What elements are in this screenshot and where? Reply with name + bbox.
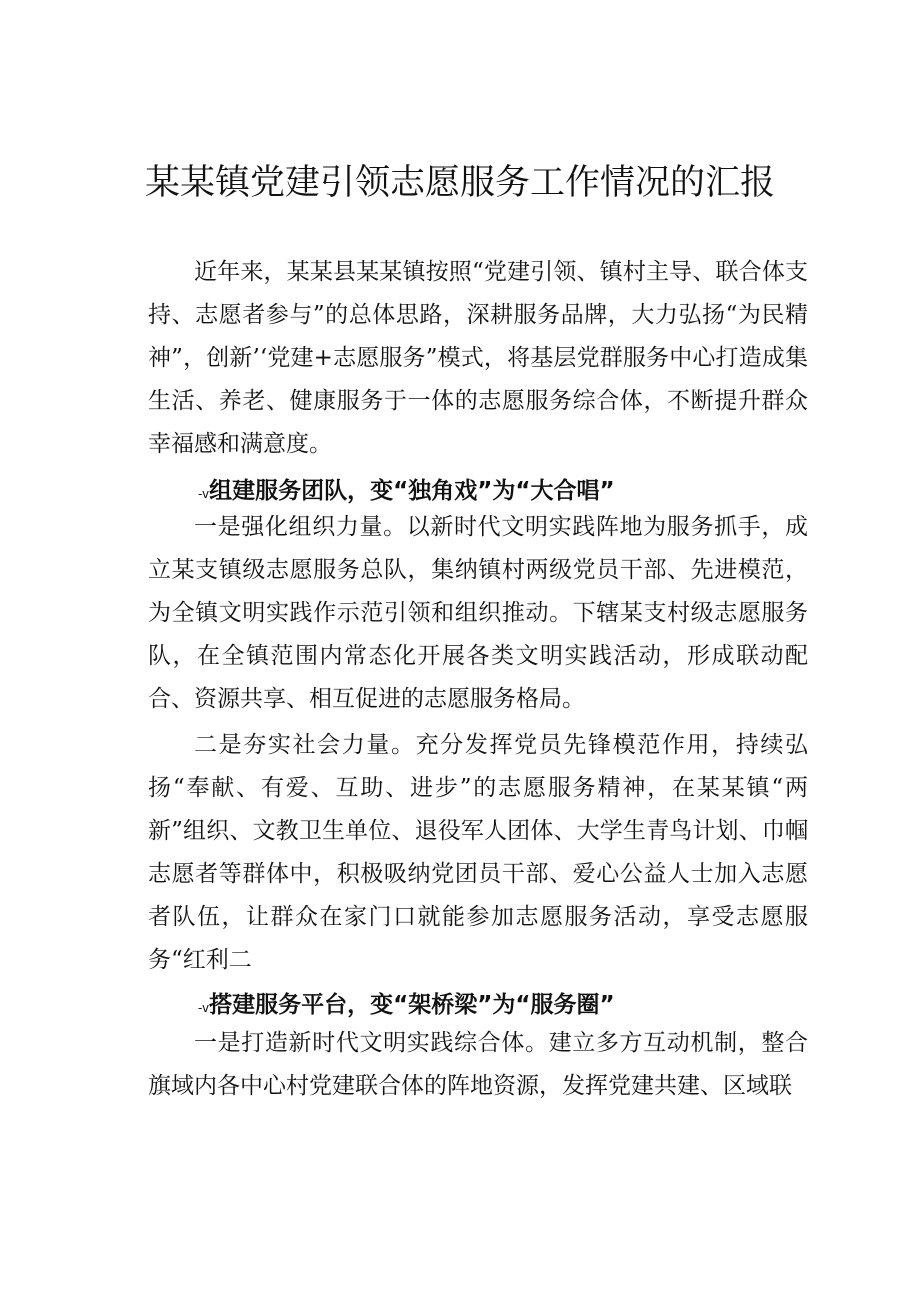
section-2-marker: -v [198,1001,210,1015]
document-title: 某某镇党建引领志愿服务工作情况的汇报 [144,163,775,203]
section-1-para-2-block [148,724,808,982]
section-2-heading-text: 搭建服务平台，变“架桥梁”为“服务圈” [209,992,615,1018]
section-1-paragraph-2: 二是夯实社会力量。充分发挥党员先锋模范作用，持续弘扬“奉献、有爱、互助、进步”的志愿服务精神，在某某镇“两新”组织、文教卫生单位、退役军人团体、大学生青鸟计划、巾帼志愿者等群体中，积极吸纳党团员干部、爱心公益人士加入志愿者队伍，让群众在家门口就能参加志愿服务活动，享受志愿服务“红利二 [148,732,808,973]
section-1-heading-text: 组建服务团队，变“独角戏”为“大合唱” [209,478,615,504]
section-1-paragraph-1: 一是强化组织力量。以新时代文明实践阵地为服务抓手，成立某支镇级志愿服务总队，集纳镇村两级党员干部、先进模范，为全镇文明实践作示范引领和组织推动。下辖某支村级志愿服务队，在全镇范围内常态化开展各类文明实践活动，形成联动配合、资源共享、相互促进的志愿服务格局。 [148,514,808,712]
intro-block [148,251,808,466]
section-2-para-1-block [148,1022,808,1108]
intro-paragraph: 近年来，某某县某某镇按照“党建引领、镇村主导、联合体支持、志愿者参与”的总体思路，深耕服务品牌，大力弘扬“为民精神”，创新’‘党建+志愿服务”模式，将基层党群服务中心打造成集生活、养老、健康服务于一体的志愿服务综合体，不断提升群众幸福感和满意度。 [148,259,808,457]
section-1-para-1-block [148,506,808,721]
section-2-paragraph-1: 一是打造新时代文明实践综合体。建立多方互动机制，整合旗域内各中心村党建联合体的阵地资源，发挥党建共建、区域联 [148,1030,808,1099]
section-1-marker: -v [198,487,210,501]
